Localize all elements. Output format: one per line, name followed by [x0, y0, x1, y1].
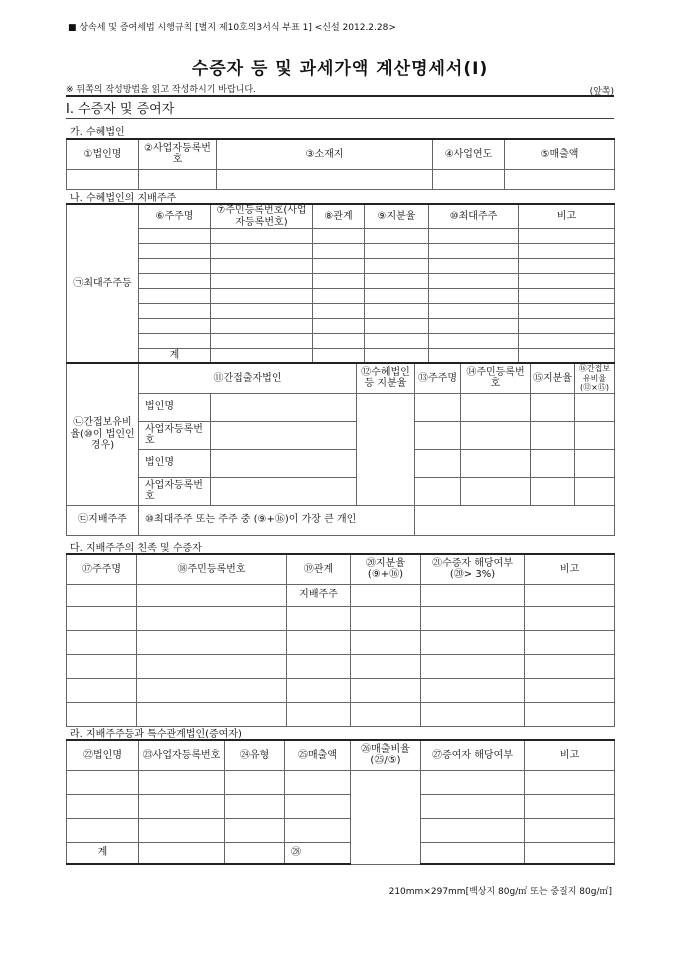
input-cell[interactable]	[211, 289, 313, 304]
input-cell[interactable]	[365, 229, 429, 244]
input-cell[interactable]	[211, 259, 313, 274]
input-cell[interactable]	[139, 842, 225, 864]
input-cell[interactable]	[211, 334, 313, 349]
input-cell[interactable]	[351, 702, 421, 726]
input-cell[interactable]	[531, 449, 575, 477]
col-header: ⑧관계	[313, 204, 365, 229]
input-cell[interactable]	[531, 421, 575, 449]
input-cell[interactable]	[365, 319, 429, 334]
input-cell[interactable]	[429, 334, 519, 349]
row-group-label: ㉡간접보유비율(⑩이 법인인 경우)	[67, 363, 139, 505]
input-cell[interactable]	[211, 274, 313, 289]
dominant-shareholder-rule: ⑩최대주주 또는 주주 중 (⑨+⑯)이 가장 큰 개인	[139, 505, 415, 535]
input-cell[interactable]	[365, 289, 429, 304]
input-cell[interactable]	[429, 244, 519, 259]
input-cell[interactable]	[285, 770, 351, 794]
input-cell[interactable]	[67, 169, 139, 189]
subsection-title-c: 다. 지배주주의 친족 및 수증자	[70, 543, 202, 554]
input-cell[interactable]	[429, 319, 519, 334]
col-header: ⑲관계	[287, 554, 351, 584]
input-cell[interactable]	[519, 259, 615, 274]
field-label: 사업자등록번호	[139, 421, 211, 449]
input-cell[interactable]	[519, 319, 615, 334]
input-cell[interactable]	[421, 818, 525, 842]
input-cell[interactable]	[313, 244, 365, 259]
row-group-label: ㉢지배주주	[67, 505, 139, 535]
input-cell[interactable]	[313, 289, 365, 304]
col-header: 비고	[525, 740, 615, 770]
input-cell[interactable]	[461, 393, 531, 421]
input-cell[interactable]	[137, 702, 287, 726]
row-group-label: ㉠최대주주등	[67, 204, 139, 364]
col-header: 비고	[525, 554, 615, 584]
input-cell[interactable]	[421, 702, 525, 726]
input-cell[interactable]	[211, 421, 357, 449]
input-cell[interactable]	[365, 244, 429, 259]
input-cell[interactable]	[137, 678, 287, 702]
col-header: ㉓사업자등록번호	[139, 740, 225, 770]
input-cell[interactable]	[137, 584, 287, 606]
col-header: ⑥주주명	[139, 204, 211, 229]
col-header: ⑱주민등록번호	[137, 554, 287, 584]
input-cell[interactable]	[211, 319, 313, 334]
input-cell[interactable]	[421, 606, 525, 630]
input-cell[interactable]	[575, 449, 615, 477]
input-cell[interactable]	[139, 169, 217, 189]
col-header: ③소재지	[217, 139, 433, 169]
input-cell[interactable]	[357, 393, 415, 505]
paper-spec: 210mm×297mm[백상지 80g/㎡ 또는 중질지 80g/㎡]	[388, 887, 612, 897]
input-cell[interactable]	[313, 274, 365, 289]
input-cell[interactable]	[365, 259, 429, 274]
input-cell[interactable]	[217, 169, 433, 189]
input-cell[interactable]	[67, 606, 137, 630]
input-cell[interactable]	[531, 477, 575, 505]
input-cell[interactable]	[211, 244, 313, 259]
input-cell[interactable]	[525, 842, 615, 864]
input-cell[interactable]	[139, 274, 211, 289]
input-cell[interactable]	[415, 505, 615, 535]
input-cell[interactable]	[365, 304, 429, 319]
input-cell[interactable]	[429, 229, 519, 244]
input-cell[interactable]	[351, 654, 421, 678]
input-cell[interactable]	[139, 334, 211, 349]
input-cell[interactable]	[429, 259, 519, 274]
input-cell[interactable]	[139, 229, 211, 244]
col-header: ⑤매출액	[505, 139, 615, 169]
divider	[66, 118, 614, 119]
input-cell[interactable]	[415, 421, 461, 449]
input-cell[interactable]	[429, 304, 519, 319]
input-cell[interactable]	[575, 421, 615, 449]
page-title: 수증자 등 및 과세가액 계산명세서(Ⅰ)	[191, 59, 489, 79]
col-header: ⑦주민등록번호(사업자등록번호)	[211, 204, 313, 229]
input-cell[interactable]	[287, 630, 351, 654]
input-cell[interactable]	[313, 304, 365, 319]
input-cell[interactable]	[525, 630, 615, 654]
input-cell[interactable]	[225, 794, 285, 818]
col-header: ㉖매출비율(㉕/⑤)	[351, 740, 421, 770]
col-header: ⑮지분율	[531, 363, 575, 393]
input-cell[interactable]	[421, 770, 525, 794]
input-cell[interactable]	[287, 654, 351, 678]
input-cell[interactable]	[137, 630, 287, 654]
input-cell[interactable]	[137, 606, 287, 630]
field-label: 법인명	[139, 393, 211, 421]
col-header: 비고	[519, 204, 615, 229]
form-reference: ■ 상속세 및 증여세법 시행규칙 [별지 제10호의3서식 부표 1] <신설 2012.2.28>	[68, 23, 396, 33]
input-cell[interactable]	[313, 334, 365, 349]
input-cell[interactable]	[433, 169, 505, 189]
special-relation-corp-table	[66, 739, 615, 865]
input-cell[interactable]	[67, 584, 137, 606]
input-cell[interactable]	[351, 770, 421, 864]
field-label: 법인명	[139, 449, 211, 477]
col-header: ⑰주주명	[67, 554, 137, 584]
input-cell[interactable]	[505, 169, 615, 189]
col-header: ②사업자등록번호	[139, 139, 217, 169]
input-cell[interactable]	[421, 584, 525, 606]
input-cell[interactable]	[525, 770, 615, 794]
input-cell[interactable]	[211, 477, 357, 505]
col-header: ㉗증여자 해당여부	[421, 740, 525, 770]
input-cell[interactable]	[415, 393, 461, 421]
input-cell[interactable]	[461, 421, 531, 449]
input-cell[interactable]	[137, 654, 287, 678]
field-label: 사업자등록번호	[139, 477, 211, 505]
col-header: ⑳지분율(⑨+⑯)	[351, 554, 421, 584]
input-cell[interactable]	[575, 477, 615, 505]
input-cell[interactable]	[139, 259, 211, 274]
col-header: ⑯간접보유비율(⑫×⑮)	[575, 363, 615, 393]
input-cell[interactable]	[519, 229, 615, 244]
input-cell[interactable]	[421, 654, 525, 678]
input-cell[interactable]	[421, 794, 525, 818]
relatives-donee-table	[66, 553, 615, 727]
section-title: Ⅰ. 수증자 및 증여자	[66, 102, 175, 117]
subsection-title-d: 라. 지배주주등과 특수관계법인(증여자)	[70, 729, 242, 740]
subsection-title-b: 나. 수혜법인의 지배주주	[70, 193, 177, 204]
col-header: ㉒법인명	[67, 740, 139, 770]
input-cell[interactable]	[313, 259, 365, 274]
input-cell[interactable]	[67, 770, 139, 794]
total-sales-marker: ㉘	[285, 842, 351, 864]
input-cell[interactable]	[519, 274, 615, 289]
input-cell[interactable]	[67, 678, 137, 702]
input-cell[interactable]	[313, 229, 365, 244]
input-cell[interactable]	[351, 584, 421, 606]
col-header: ⑫수혜법인등 지분율	[357, 363, 415, 393]
input-cell[interactable]	[211, 304, 313, 319]
instruction-note: ※ 뒤쪽의 작성방법을 읽고 작성하시기 바랍니다.	[66, 85, 256, 95]
input-cell[interactable]	[313, 319, 365, 334]
total-label: 계	[67, 842, 139, 864]
input-cell[interactable]	[225, 842, 285, 864]
input-cell[interactable]	[415, 477, 461, 505]
input-cell[interactable]	[139, 304, 211, 319]
input-cell[interactable]	[139, 770, 225, 794]
input-cell[interactable]	[429, 274, 519, 289]
input-cell[interactable]	[139, 244, 211, 259]
col-header: ㉕매출액	[285, 740, 351, 770]
input-cell[interactable]	[139, 818, 225, 842]
input-cell[interactable]	[67, 654, 137, 678]
total-label: 계	[139, 349, 211, 364]
input-cell[interactable]	[67, 794, 139, 818]
col-header: ⑨지분율	[365, 204, 429, 229]
input-cell[interactable]	[67, 818, 139, 842]
col-header: ⑪간접출자법인	[139, 363, 357, 393]
controlling-shareholder-table	[66, 203, 615, 364]
input-cell[interactable]	[139, 289, 211, 304]
input-cell[interactable]	[365, 274, 429, 289]
input-cell[interactable]	[421, 678, 525, 702]
input-cell[interactable]	[211, 449, 357, 477]
input-cell[interactable]	[211, 229, 313, 244]
input-cell[interactable]	[67, 702, 137, 726]
input-cell[interactable]	[67, 630, 137, 654]
input-cell[interactable]	[351, 606, 421, 630]
input-cell[interactable]	[285, 818, 351, 842]
input-cell[interactable]	[287, 702, 351, 726]
col-header: ⑩최대주주	[429, 204, 519, 229]
input-cell[interactable]	[525, 584, 615, 606]
divider	[66, 95, 614, 97]
beneficiary-corp-table	[66, 138, 615, 190]
subsection-title-a: 가. 수혜법인	[70, 127, 125, 138]
input-cell[interactable]	[287, 678, 351, 702]
input-cell[interactable]	[575, 393, 615, 421]
input-cell[interactable]	[519, 304, 615, 319]
input-cell[interactable]	[519, 244, 615, 259]
input-cell[interactable]	[525, 654, 615, 678]
input-cell[interactable]	[225, 818, 285, 842]
input-cell[interactable]	[461, 449, 531, 477]
input-cell[interactable]	[429, 289, 519, 304]
input-cell[interactable]	[525, 794, 615, 818]
input-cell[interactable]	[351, 630, 421, 654]
input-cell[interactable]	[519, 334, 615, 349]
col-header: ⑬주주명	[415, 363, 461, 393]
col-header: ④사업연도	[433, 139, 505, 169]
input-cell[interactable]	[415, 449, 461, 477]
input-cell[interactable]	[525, 818, 615, 842]
input-cell[interactable]	[285, 794, 351, 818]
input-cell[interactable]	[531, 393, 575, 421]
relation-value: 지배주주	[287, 584, 351, 606]
input-cell[interactable]	[525, 678, 615, 702]
input-cell[interactable]	[421, 630, 525, 654]
input-cell[interactable]	[365, 334, 429, 349]
input-cell[interactable]	[525, 702, 615, 726]
input-cell[interactable]	[525, 606, 615, 630]
col-header: ①법인명	[67, 139, 139, 169]
col-header: ㉔유형	[225, 740, 285, 770]
col-header: ㉑수증자 해당여부(⑳> 3%)	[421, 554, 525, 584]
input-cell[interactable]	[519, 289, 615, 304]
input-cell[interactable]	[139, 794, 225, 818]
page-side-label: (앞쪽)	[589, 87, 614, 97]
col-header: ⑭주민등록번호	[461, 363, 531, 393]
input-cell[interactable]	[461, 477, 531, 505]
indirect-holding-table	[66, 362, 615, 536]
input-cell[interactable]	[287, 606, 351, 630]
input-cell[interactable]	[139, 319, 211, 334]
input-cell[interactable]	[225, 770, 285, 794]
input-cell[interactable]	[351, 678, 421, 702]
input-cell[interactable]	[421, 842, 525, 864]
input-cell[interactable]	[211, 393, 357, 421]
